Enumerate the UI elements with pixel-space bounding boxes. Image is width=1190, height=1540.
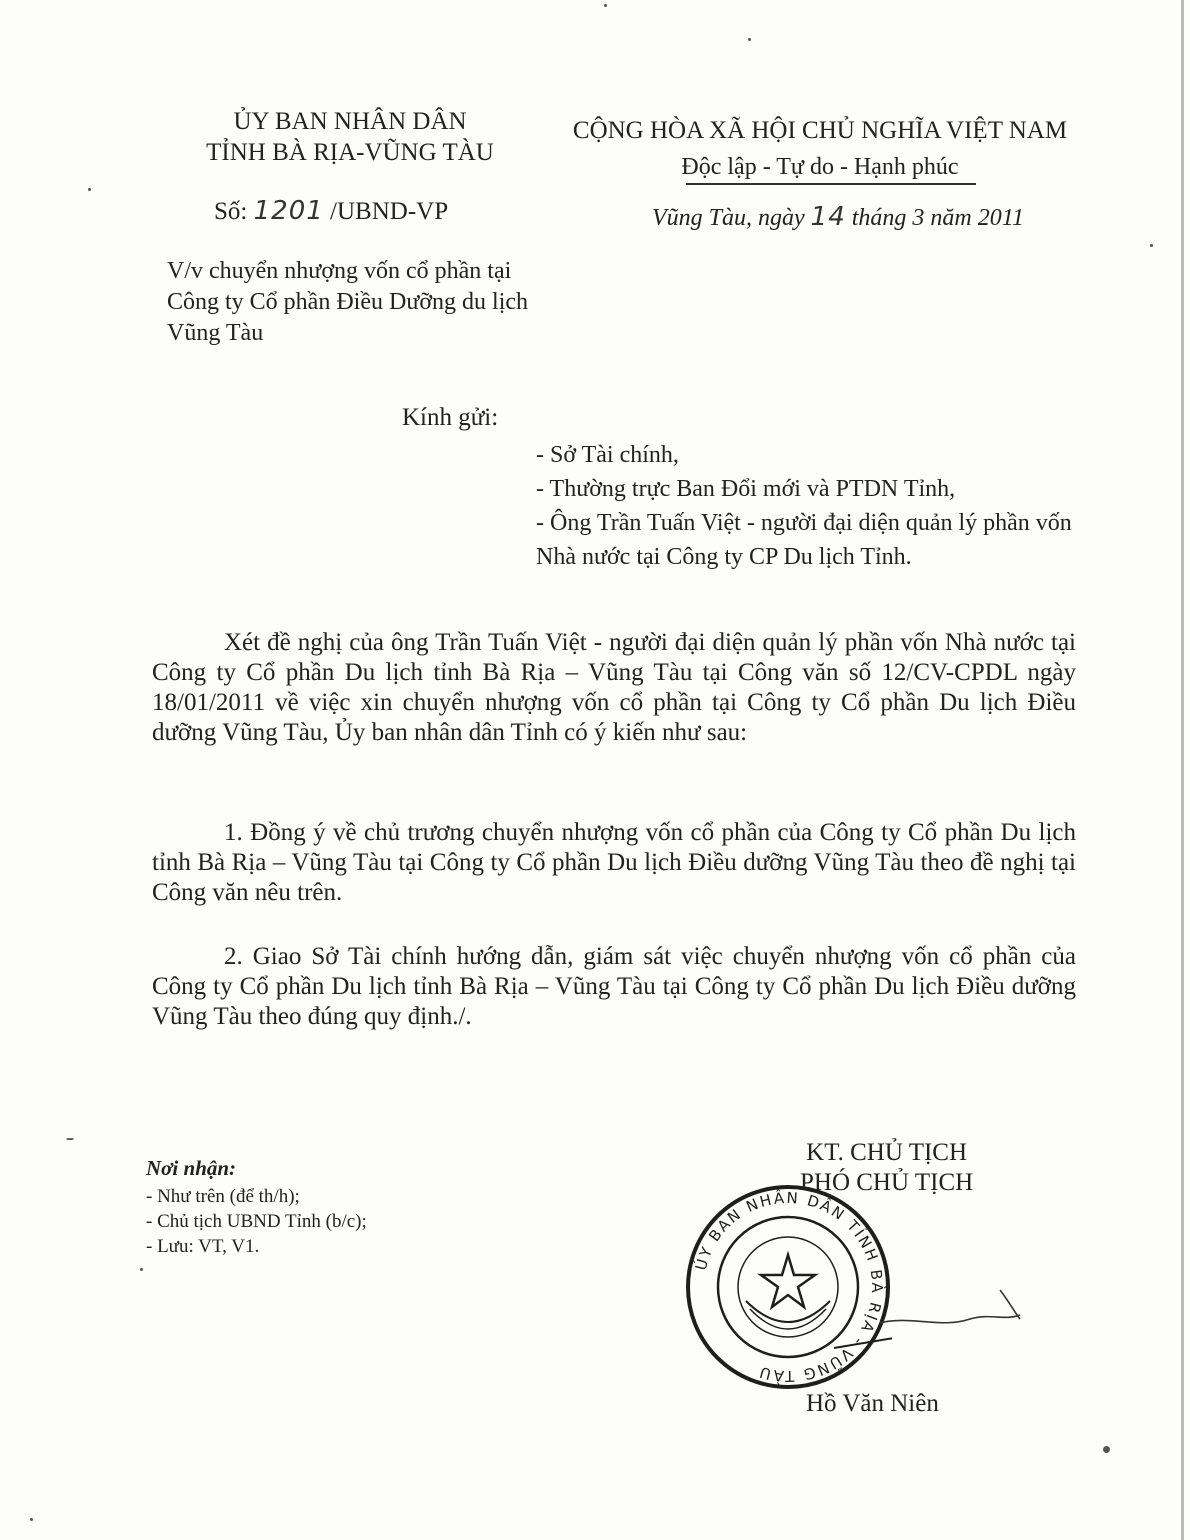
svg-text:ỦY BAN NHÂN DÂN TỈNH BÀ RỊA -: ỦY BAN NHÂN DÂN TỈNH BÀ RỊA - VŨNG TÀU — [691, 1188, 887, 1386]
scan-speck — [88, 188, 91, 191]
page-edge-line — [1181, 0, 1184, 1540]
scan-speck — [748, 38, 751, 41]
issuing-authority — [150, 106, 550, 168]
scan-speck — [140, 1268, 143, 1271]
doc-number-prefix: Số: — [214, 198, 248, 225]
date-month-year: tháng 3 năm 2011 — [851, 205, 1024, 231]
recipient-item: - Sở Tài chính, — [536, 442, 679, 468]
document-number — [214, 196, 448, 226]
body-intro-paragraph — [152, 628, 1076, 748]
body-item-1 — [152, 818, 1076, 908]
recipient-list — [536, 438, 1096, 574]
national-name: CỘNG HÒA XÃ HỘI CHỦ NGHĨA VIỆT NAM — [572, 117, 1068, 144]
signature-title-line-1: KT. CHỦ TỊCH — [806, 1139, 968, 1166]
body-item-1-text: 1. Đồng ý về chủ trương chuyển nhượng vốn cổ phần của Công ty Cổ phần Du lịch tỉnh Bà Rịa – Vũng Tàu tại Công ty Cổ phần Du lịch Điều dưỡng Vũng Tàu theo đề nghị tại Công văn nêu trên. — [152, 819, 1076, 906]
recipients-footer-item: - Chủ tịch UBND Tỉnh (b/c); — [146, 1211, 367, 1232]
official-seal-icon — [684, 1183, 892, 1391]
motto-underline — [686, 183, 976, 185]
doc-number-handwritten: 1201 — [253, 196, 324, 226]
national-motto: Độc lập - Tự do - Hạnh phúc — [681, 154, 959, 180]
handwritten-signature-icon — [870, 1285, 1030, 1335]
scan-speck — [1150, 244, 1153, 247]
recipient-item: - Thường trực Ban Đổi mới và PTDN Tỉnh, — [536, 476, 956, 502]
authority-line-1: ỦY BAN NHÂN DÂN — [233, 108, 467, 135]
national-heading — [530, 112, 1110, 186]
recipients-footer-item: - Như trên (để th/h); — [146, 1186, 300, 1207]
scan-speck — [66, 1138, 74, 1140]
body-intro-text: Xét đề nghị của ông Trần Tuấn Việt - người đại diện quản lý phần vốn Nhà nước tại Công ty Cổ phần Du lịch tỉnh Bà Rịa – Vũng Tàu tại Công văn số 12/CV-CPDL ngày 18/01/2011 về việc xin chuyển nhượng vốn cổ phần tại Công ty Cổ phần Du lịch Điều dưỡng Vũng Tàu, Ủy ban nhân dân Tỉnh có ý kiến như sau: — [152, 629, 1076, 746]
body-item-2-text: 2. Giao Sở Tài chính hướng dẫn, giám sát việc chuyển nhượng vốn cổ phần của Công ty Cổ phần Du lịch tỉnh Bà Rịa – Vũng Tàu tại Công ty Cổ phần Du lịch Điều dưỡng Vũng Tàu theo đúng quy định./. — [152, 943, 1076, 1030]
doc-number-suffix: /UBND-VP — [330, 198, 449, 225]
document-date — [652, 202, 1024, 232]
scan-speck — [1103, 1446, 1110, 1453]
scan-speck — [30, 1518, 33, 1521]
recipients-footer-list — [146, 1184, 367, 1259]
document-subject: V/v chuyển nhượng vốn cổ phần tại Công ty Cổ phần Điều Dưỡng du lịch Vũng Tàu — [167, 258, 529, 346]
recipients-footer-item: - Lưu: VT, V1. — [146, 1236, 260, 1257]
recipient-item: - Ông Trần Tuấn Việt - người đại diện quản lý phần vốn Nhà nước tại Công ty CP Du lịch Tỉnh. — [536, 510, 1072, 570]
date-prefix: Vũng Tàu, ngày — [652, 205, 805, 231]
body-item-2 — [152, 942, 1076, 1032]
signer-name: Hồ Văn Niên — [806, 1390, 939, 1417]
date-day-handwritten: 14 — [810, 202, 846, 232]
signature-title-line-2: PHÓ CHỦ TỊCH — [800, 1169, 974, 1196]
salutation: Kính gửi: — [402, 404, 499, 431]
authority-line-2: TỈNH BÀ RỊA-VŨNG TÀU — [206, 139, 494, 166]
scan-speck — [604, 4, 607, 7]
recipients-footer-title: Nơi nhận: — [146, 1156, 237, 1180]
